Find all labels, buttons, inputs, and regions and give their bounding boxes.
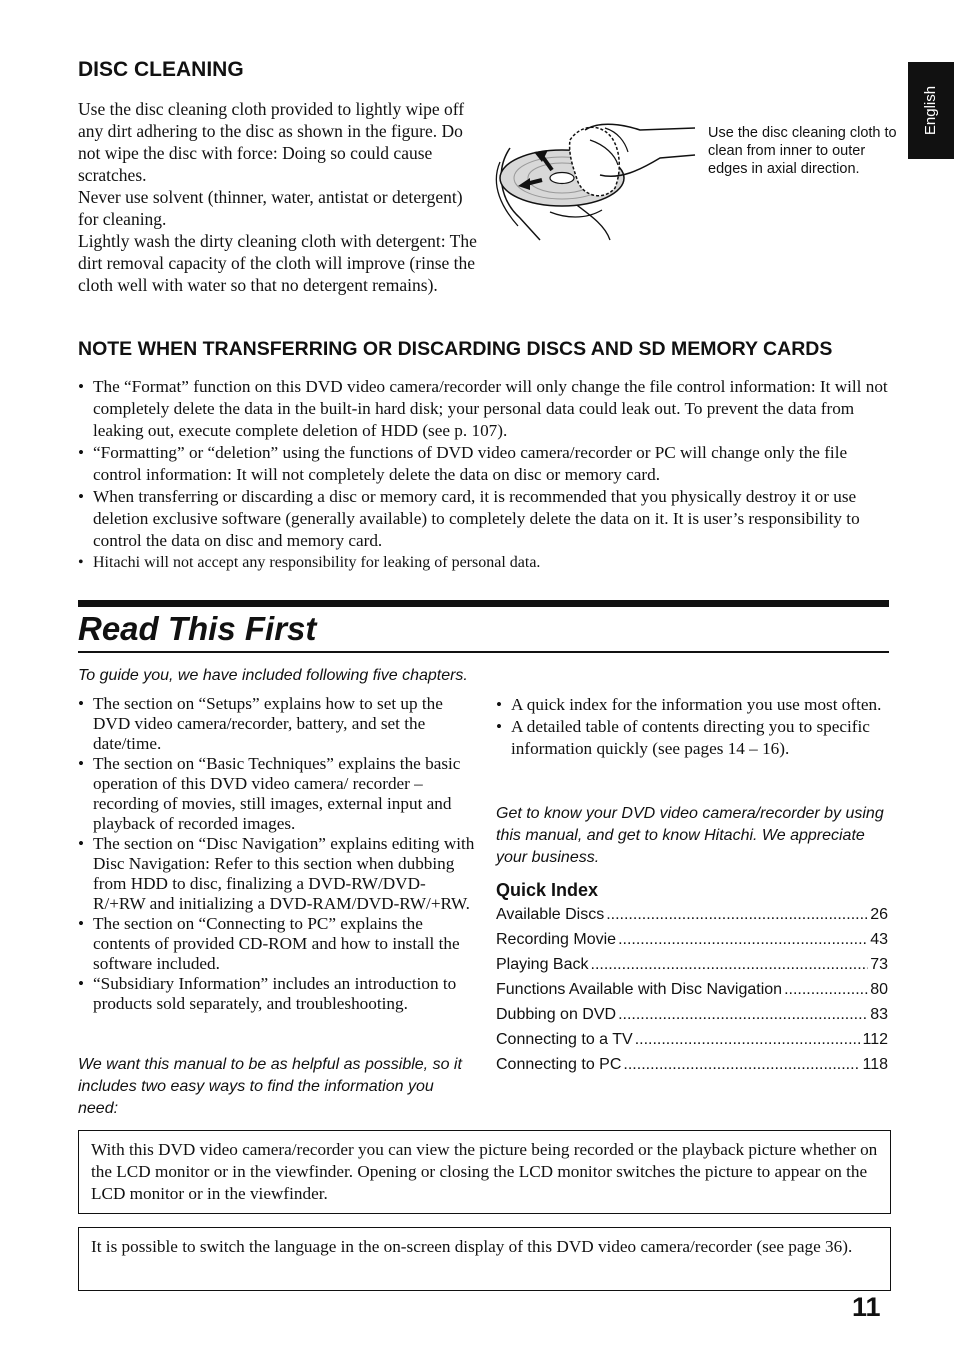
leader-dots [635, 1031, 861, 1049]
read-first-heading: Read This First [78, 610, 317, 647]
quick-index-page: 43 [870, 931, 888, 948]
heading-rule-top [78, 600, 889, 607]
figure-caption: Use the disc cleaning cloth to clean from inner to outer edges in axial direction. [708, 125, 897, 177]
leader-dots [606, 906, 868, 924]
quick-index-page: 112 [862, 1031, 888, 1048]
list-item: • Hitachi will not accept any responsibility for leaking of personal data. [78, 552, 890, 574]
quick-index-page: 26 [870, 906, 888, 923]
quick-index-page: 83 [870, 1006, 888, 1023]
left-italic-note: We want this manual to be as helpful as possible, so it includes two easy ways to find the information you need: [78, 1056, 462, 1117]
right-italic-note: Get to know your DVD video camera/recorder by using this manual, and get to know Hitachi. We appreciate your business. [496, 805, 884, 866]
language-note-box: It is possible to switch the language in the on-screen display of this DVD video camera/recorder (see page 36). [78, 1227, 891, 1291]
quick-index-entry[interactable] [496, 956, 888, 981]
list-item: • The section on “Setups” explains how to set up the DVD video camera/recorder, battery, and set the date/time. [78, 694, 478, 754]
quick-index-label: Playing Back [496, 956, 589, 973]
leader-dots [623, 1056, 860, 1074]
quick-index-label: Connecting to PC [496, 1056, 622, 1073]
quick-index-label: Dubbing on DVD [496, 1006, 617, 1023]
leader-dots [784, 981, 868, 999]
note-list [78, 376, 890, 574]
leader-dots [618, 1006, 868, 1024]
quick-index-entry[interactable] [496, 1056, 888, 1081]
list-item: • “Subsidiary Information” includes an introduction to products sold separately, and troubleshooting. [78, 974, 478, 1014]
list-item: • A quick index for the information you use most often. [496, 694, 896, 716]
disc-cleaning-heading: DISC CLEANING [78, 58, 244, 81]
note-heading: NOTE WHEN TRANSFERRING OR DISCARDING DISCS AND SD MEMORY CARDS [78, 338, 833, 360]
quick-index-entry[interactable] [496, 906, 888, 931]
chapter-list [78, 694, 478, 1014]
quick-index-entry[interactable] [496, 1006, 888, 1031]
list-item: • The “Format” function on this DVD video camera/recorder will only change the file control information: It will not completely delete the data in the built-in hard disk; your personal data could leak out. To prevent the data from leaking out, execute complete deletion of HDD (see p. 107). [78, 376, 890, 442]
disc-cleaning-text [78, 98, 478, 296]
list-item: • “Formatting” or “deletion” using the functions of DVD video camera/recorder or PC will change only the file control information: It will not completely delete the data on disc or memory card. [78, 442, 890, 486]
list-item: • A detailed table of contents directing you to specific information quickly (see pages 14 – 16). [496, 716, 896, 760]
quick-index-heading: Quick Index [496, 880, 599, 900]
quick-index-entry[interactable] [496, 1031, 888, 1056]
quick-index-page: 80 [870, 981, 888, 998]
quick-index-page: 73 [870, 956, 888, 973]
disc-cleaning-illustration [490, 100, 700, 245]
finder-list [496, 694, 896, 760]
language-tab [908, 62, 954, 159]
lcd-viewfinder-note-box: With this DVD video camera/recorder you can view the picture being recorded or the playback picture whether on the LCD monitor or in the viewfinder. Opening or closing the LCD monitor switches the picture to appear on the LCD monitor or in the viewfinder. [78, 1130, 891, 1214]
list-item: • The section on “Connecting to PC” explains the contents of provided CD-ROM and how to install the software included. [78, 914, 478, 974]
disc-cleaning-paragraph: Lightly wash the dirty cleaning cloth with detergent: The dirt removal capacity of the cloth will improve (rinse the cloth well with water so that no detergent remains). [78, 231, 477, 295]
quick-index-label: Recording Movie [496, 931, 617, 948]
quick-index-entry[interactable] [496, 931, 888, 956]
quick-index-entry[interactable] [496, 981, 888, 1006]
disc-cleaning-paragraph: Use the disc cleaning cloth provided to lightly wipe off any dirt adhering to the disc as shown in the figure. Do not wipe the disc with force: Doing so could cause scratches. [78, 99, 465, 185]
quick-index-label: Available Discs [496, 906, 605, 923]
page-number: 11 [852, 1292, 881, 1322]
quick-index-list [496, 906, 888, 1081]
quick-index-page: 118 [862, 1056, 888, 1073]
quick-index-label: Functions Available with Disc Navigation [496, 981, 783, 998]
read-first-intro: To guide you, we have included following five chapters. [78, 667, 468, 684]
list-item: • When transferring or discarding a disc or memory card, it is recommended that you physically destroy it or use deletion exclusive software (generally available) to completely delete the data on it. It is user’s responsibility to control the data on disc and memory card. [78, 486, 890, 552]
disc-cleaning-paragraph: Never use solvent (thinner, water, antistat or detergent) for cleaning. [78, 187, 463, 229]
leader-dots [618, 931, 868, 949]
language-tab-label: English [922, 85, 940, 136]
quick-index-label: Connecting to a TV [496, 1031, 633, 1048]
list-item: • The section on “Disc Navigation” explains editing with Disc Navigation: Refer to this section when dubbing from HDD to disc, finalizing a DVD-RW/DVD-R/+RW and initializing a DVD-RAM/DVD-RW/+RW. [78, 834, 478, 914]
heading-rule-bottom [78, 651, 889, 653]
leader-dots [591, 956, 869, 974]
list-item: • The section on “Basic Techniques” explains the basic operation of this DVD video camera/ recorder – recording of movies, still images, external input and playback of recorded images. [78, 754, 478, 834]
